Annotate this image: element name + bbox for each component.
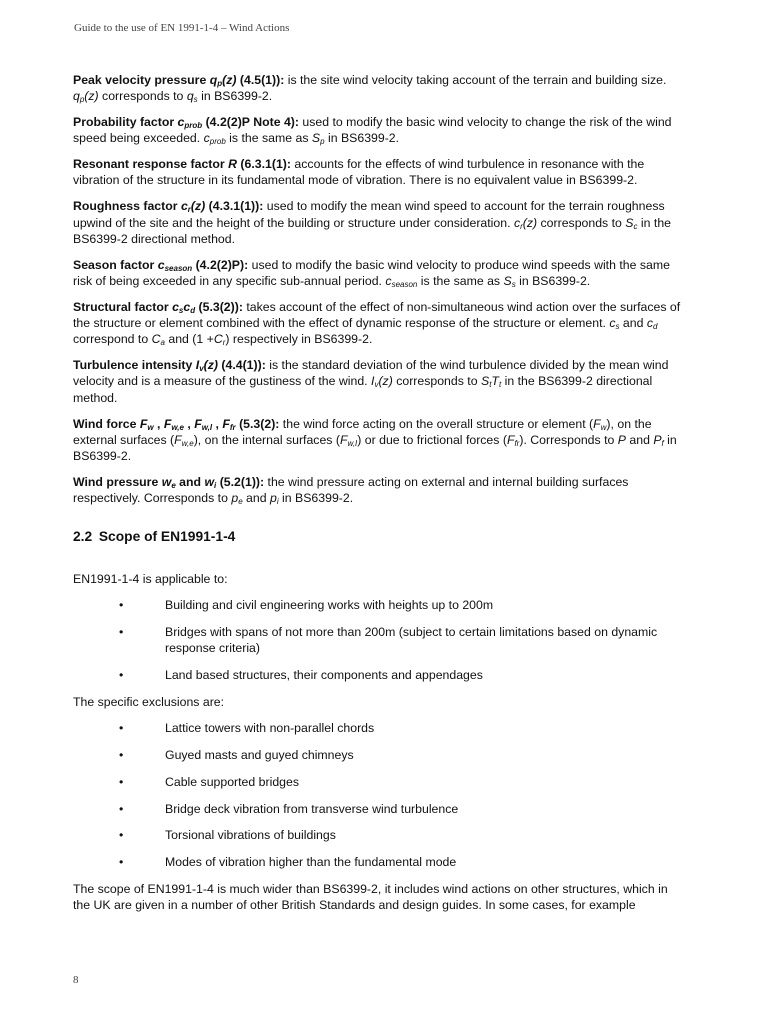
list-item-text: Bridge deck vibration from transverse wind turbulence (165, 801, 459, 816)
subscript: s (615, 322, 620, 332)
text-run: in the BS6399-2 directional method. (73, 215, 671, 246)
definition-term (73, 475, 264, 489)
symbol: c (385, 273, 392, 288)
symbol: T (491, 374, 499, 389)
term-symbol: F (139, 416, 148, 431)
text-run: and (619, 316, 647, 331)
page-body (73, 72, 683, 923)
symbol: (z) (522, 215, 538, 230)
list-item (73, 597, 683, 613)
list-item-text: Lattice towers with non-parallel chords (165, 721, 375, 736)
exclusions-list (73, 720, 683, 870)
definition-entry (73, 357, 683, 406)
section-title: Scope of EN1991-1-4 (98, 528, 236, 544)
section-heading (73, 529, 683, 545)
symbol: q (73, 89, 80, 104)
bullet: • (119, 598, 124, 613)
term-symbol: w (161, 474, 172, 489)
list-item (73, 801, 683, 817)
symbol: F (174, 432, 182, 447)
list-item (73, 667, 683, 683)
text-run: ), on the external surfaces ( (73, 416, 652, 447)
term-symbol-subscript: season (164, 263, 193, 273)
text-run: in BS6399-2. (515, 273, 591, 288)
term-symbol-subscript: r (187, 205, 191, 215)
text-run: ) or due to frictional forces ( (357, 432, 507, 447)
definition-term (73, 157, 291, 171)
term-name: Peak velocity pressure (73, 73, 210, 87)
text-run: ), on the internal surfaces ( (193, 432, 340, 447)
subscript: s (511, 279, 516, 289)
list-item (73, 747, 683, 763)
list-item-text: Bridges with spans of not more than 200m (subject to certain limitations based on dynamic response criteria) (165, 624, 658, 656)
inclusions-list (73, 597, 683, 683)
symbol: c (646, 316, 653, 331)
term-symbol: c (177, 115, 185, 130)
bullet: • (119, 774, 124, 789)
subscript: fr (229, 422, 236, 432)
text-run: is the site wind velocity taking account of the terrain and building size. (284, 73, 667, 87)
term-symbol-subscript: w (147, 422, 154, 432)
text-run: is the standard deviation of the wind turbulence divided by the mean wind velocity and is a measure of the gustiness of the wind. (73, 358, 669, 389)
term-symbol: I (195, 358, 200, 373)
term-symbol-subscript: v (199, 364, 204, 374)
subscript: p (79, 95, 85, 105)
subscript: i (276, 497, 279, 507)
exclusions-intro: The specific exclusions are: (73, 694, 225, 709)
list-item (73, 720, 683, 736)
symbol: S (480, 374, 490, 389)
term-text: , (183, 416, 195, 431)
definition-term (73, 417, 279, 431)
symbol: P (653, 432, 662, 447)
bullet: • (119, 747, 124, 762)
symbol: F (163, 416, 172, 431)
text-run: accounts for the effects of wind turbulence in resonance with the vibration of the structure in its fundamental mode of vibration. There is no equivalent value in BS6399-2. (73, 157, 645, 188)
list-item-text: Building and civil engineering works with heights up to 200m (165, 598, 494, 613)
section-number: 2.2 (73, 528, 93, 544)
text-run: the wind force acting on the overall structure or element ( (279, 416, 594, 431)
text-run: is the same as (417, 273, 504, 288)
text-run: the wind pressure acting on external and internal building surfaces respectively. Corresponds to (73, 474, 629, 506)
list-item-text: Cable supported bridges (165, 774, 299, 789)
definition-entry (73, 416, 683, 465)
definition-entry (73, 257, 683, 290)
closing-paragraph: The scope of EN1991-1-4 is much wider than BS6399-2, it includes wind actions on other structures, which in the UK are given in a number of other British Standards and design guides. In some cases, for example (73, 881, 668, 913)
symbol: C (151, 332, 161, 347)
symbol: F (222, 416, 230, 431)
bullet: • (119, 668, 124, 683)
list-item (73, 827, 683, 843)
subscript: w (600, 422, 607, 432)
text-run: ). Corresponds to (519, 432, 618, 447)
bullet: • (119, 721, 124, 736)
symbol: F (194, 416, 202, 431)
term-text: (5.2(1)): (216, 474, 265, 489)
subscript: prob (209, 137, 226, 147)
definition-term (73, 300, 243, 314)
definition-entry (73, 474, 683, 507)
subscript: c (633, 221, 638, 231)
text-run: in BS6399-2. (278, 491, 354, 506)
term-symbol: c (180, 199, 188, 214)
term-symbol: c (172, 299, 179, 314)
bullet: • (119, 801, 124, 816)
term-symbol-subscript: p (217, 79, 223, 88)
definitions-list (73, 72, 683, 507)
term-name: Season factor (73, 257, 158, 272)
term-symbol: c (157, 257, 165, 272)
term-name: Structural factor (73, 299, 173, 314)
definition-term (73, 73, 284, 87)
list-item (73, 854, 683, 870)
list-item (73, 774, 683, 790)
symbol: F (339, 432, 348, 447)
term-clause: (4.5(1)): (236, 73, 285, 87)
term-symbol-subscript: prob (184, 121, 203, 131)
symbol: p (231, 491, 239, 506)
symbol: F (593, 416, 601, 431)
text-run: is the same as (225, 131, 312, 146)
bullet: • (119, 624, 124, 639)
list-item-text: Modes of vibration higher than the fundamental mode (165, 855, 457, 870)
term-text: , (212, 416, 223, 431)
term-symbol: R (228, 157, 238, 172)
term-clause: (4.2(2)P): (192, 257, 249, 272)
term-symbol-suffix: (z) (222, 73, 237, 87)
term-name: Wind force (73, 416, 140, 431)
subscript: r (520, 221, 523, 231)
text-run: and (242, 491, 270, 506)
subscript: r (222, 338, 226, 348)
subscript: fr (514, 438, 520, 448)
subscript: w,I (201, 422, 213, 432)
text-run: used to modify the basic wind velocity to produce wind speeds with the same risk of being exceeded in any specific sub-annual period. (73, 257, 670, 288)
definition-entry (73, 156, 683, 189)
text-run: used to modify the mean wind speed to account for the terrain roughness upwind of the site and the height of the building or structure under consideration. (73, 199, 665, 230)
term-clause: (6.3.1(1): (237, 157, 292, 172)
text-run: in BS6399-2. (73, 432, 677, 464)
symbol: w (204, 474, 215, 489)
symbol: S (625, 215, 634, 230)
term-clause: (4.4(1)): (217, 358, 266, 373)
symbol: p (270, 491, 277, 506)
subscript: season (391, 279, 418, 289)
term-name: Wind pressure (73, 474, 162, 489)
text-run: corresponds to (392, 374, 481, 389)
subscript: f (661, 438, 664, 448)
text-run: in BS6399-2. (324, 131, 400, 146)
term-clause: (4.3.1(1)): (205, 199, 264, 214)
text-run: in the BS6399-2 directional method. (73, 374, 653, 405)
subscript: s (193, 95, 198, 105)
symbol: q (186, 89, 194, 104)
term-symbol: q (209, 73, 218, 87)
subscript: p (320, 137, 325, 147)
symbol: S (311, 131, 321, 146)
term-name: Probability factor (73, 115, 178, 130)
subscript: t (498, 380, 502, 390)
term-text: , (153, 416, 164, 431)
symbol: (z) (378, 374, 393, 389)
page-number: 8 (73, 974, 79, 986)
subscript: t (489, 380, 492, 390)
symbol: (z) (84, 89, 99, 104)
subscript: i (214, 480, 217, 490)
subscript: a (160, 338, 165, 348)
term-name: Roughness factor (73, 199, 181, 214)
subscript: v (374, 380, 379, 390)
term-text: and (175, 474, 205, 489)
list-item-text: Torsional vibrations of buildings (165, 828, 336, 843)
text-run: used to modify the basic wind velocity to change the risk of the wind speed being exceeded. (73, 115, 672, 146)
list-item-text: Land based structures, their components and appendages (165, 668, 483, 683)
symbol: I (371, 374, 375, 389)
bullet: • (119, 828, 124, 843)
definition-entry (73, 72, 683, 105)
text-run: corresponds to (98, 89, 187, 104)
text-run: takes account of the effect of non-simultaneous wind action over the surfaces of the structure or element combined with the effect of dynamic response of the structure or element. (73, 299, 681, 331)
term-clause: (5.3(2)): (195, 299, 243, 314)
definition-entry (73, 299, 683, 348)
text-run: ) respectively in BS6399-2. (225, 332, 373, 347)
term-symbol-subscript: s (178, 305, 184, 315)
subscript: w,e (181, 438, 194, 448)
definition-term (73, 115, 299, 129)
term-symbol-suffix: (z) (190, 199, 206, 214)
symbol: C (213, 332, 223, 347)
definition-entry (73, 114, 683, 147)
term-name: Resonant response factor (73, 157, 229, 172)
term-symbol: c (183, 299, 191, 314)
list-item (73, 624, 683, 657)
definition-term (73, 199, 263, 213)
term-symbol-subscript: d (190, 305, 196, 315)
text-run: in BS6399-2. (197, 89, 273, 104)
symbol: c (203, 131, 210, 146)
term-clause: (4.2(2)P Note 4): (202, 115, 299, 130)
bullet: • (119, 855, 124, 870)
subscript: w,e (171, 422, 184, 432)
text-run: correspond to (73, 332, 152, 347)
subscript: d (653, 322, 658, 332)
symbol: F (506, 432, 515, 447)
symbol: P (617, 432, 626, 447)
text-run: corresponds to (537, 215, 626, 230)
definition-term (73, 358, 266, 372)
subscript: e (238, 497, 243, 507)
symbol: c (609, 316, 616, 331)
text-run: and (625, 432, 654, 447)
term-symbol-subscript: e (171, 480, 176, 490)
symbol: S (503, 273, 512, 288)
definition-entry (73, 198, 683, 247)
term-name: Turbulence intensity (73, 358, 196, 373)
scope-intro: EN1991-1-4 is applicable to: (73, 571, 228, 586)
running-header: Guide to the use of EN 1991-1-4 – Wind Actions (74, 22, 290, 34)
term-text: (5.3(2): (235, 416, 280, 431)
symbol: c (513, 215, 521, 230)
definition-term (73, 258, 248, 272)
text-run: and (1 + (164, 332, 214, 347)
list-item-text: Guyed masts and guyed chimneys (165, 747, 354, 762)
term-symbol-suffix: (z) (203, 358, 218, 373)
subscript: w,I (347, 438, 358, 448)
